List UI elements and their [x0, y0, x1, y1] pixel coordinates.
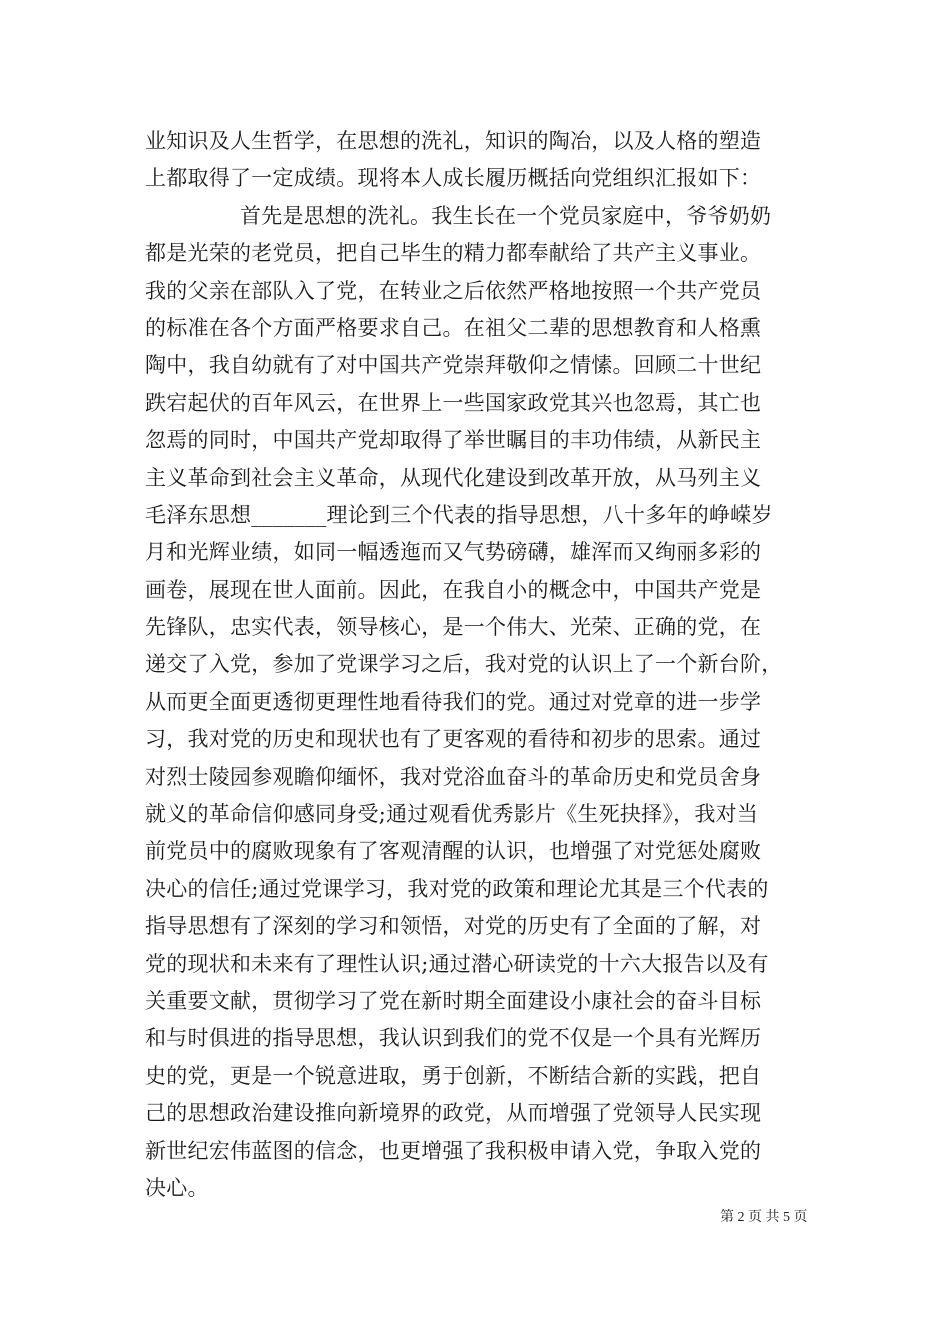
text-line: 画卷，展现在世人面前。因此，在我自小的概念中，中国共产党是 [145, 577, 762, 602]
text-line: 忽焉的同时，中国共产党却取得了举世瞩目的丰功伟绩，从新民主 [145, 428, 762, 453]
text-line: 主义革命到社会主义革命，从现代化建设到改革开放，从马列主义 [145, 465, 762, 490]
text-line: 和与时俱进的指导思想，我认识到我们的党不仅是一个具有光辉历 [145, 1026, 762, 1051]
text-line: 的标准在各个方面严格要求自己。在祖父二辈的思想教育和人格熏 [145, 315, 762, 340]
body-text [145, 123, 815, 1207]
text-line: 递交了入党，参加了党课学习之后，我对党的认识上了一个新台阶， [145, 652, 783, 677]
page-number-footer: 第 2 页 共 5 页 [720, 1210, 808, 1225]
text-line: 党的现状和未来有了理性认识;通过潜心研读党的十六大报告以及有 [145, 951, 769, 976]
text-line: 指导思想有了深刻的学习和领悟，对党的历史有了全面的了解，对 [145, 914, 762, 939]
paragraph-start-line: 首先是思想的洗礼。我生长在一个党员家庭中，爷爷奶奶 [240, 203, 772, 228]
text-line: 我的父亲在部队入了党，在转业之后依然严格地按照一个共产党员 [145, 278, 762, 303]
text-line: 月和光辉业绩，如同一幅透迤而又气势磅礴，雄浑而又绚丽多彩的 [145, 540, 762, 565]
text-line: 前党员中的腐败现象有了客观清醒的认识，也增强了对党惩处腐败 [145, 839, 762, 864]
text-line: 对烈士陵园参观瞻仰缅怀，我对党浴血奋斗的革命历史和党员舍身 [145, 764, 762, 789]
text-line: 决心。 [145, 1175, 209, 1200]
text-line: 决心的信任;通过党课学习，我对党的政策和理论尤其是三个代表的 [145, 876, 769, 901]
text-line: 毛泽东思想_______理论到三个代表的指导思想，八十多年的峥嵘岁 [145, 502, 773, 527]
text-line: 史的党，更是一个锐意进取，勇于创新，不断结合新的实践，把自 [145, 1063, 762, 1088]
text-line: 习，我对党的历史和现状也有了更客观的看待和初步的思索。通过 [145, 727, 762, 752]
text-line: 新世纪宏伟蓝图的信念，也更增强了我积极申请入党，争取入党的 [145, 1138, 762, 1163]
text-line: 上都取得了一定成绩。现将本人成长履历概括向党组织汇报如下： [145, 166, 762, 191]
text-line: 都是光荣的老党员，把自己毕生的精力都奉献给了共产主义事业。 [145, 241, 762, 266]
text-line: 就义的革命信仰感同身受;通过观看优秀影片《生死抉择》，我对当 [145, 802, 759, 827]
text-line: 陶中，我自幼就有了对中国共产党崇拜敬仰之情愫。回顾二十世纪 [145, 353, 762, 378]
text-line: 从而更全面更透彻更理性地看待我们的党。通过对党章的进一步学 [145, 689, 762, 714]
text-line: 先锋队，忠实代表，领导核心，是一个伟大、光荣、正确的党，在 [145, 615, 762, 640]
text-line: 业知识及人生哲学，在思想的洗礼，知识的陶冶，以及人格的塑造 [145, 129, 762, 153]
text-line: 跌宕起伏的百年风云，在世界上一些国家政党其兴也忽焉，其亡也 [145, 390, 762, 415]
text-line: 关重要文献，贯彻学习了党在新时期全面建设小康社会的奋斗目标 [145, 988, 762, 1013]
text-line: 己的思想政治建设推向新境界的政党，从而增强了党领导人民实现 [145, 1101, 762, 1126]
